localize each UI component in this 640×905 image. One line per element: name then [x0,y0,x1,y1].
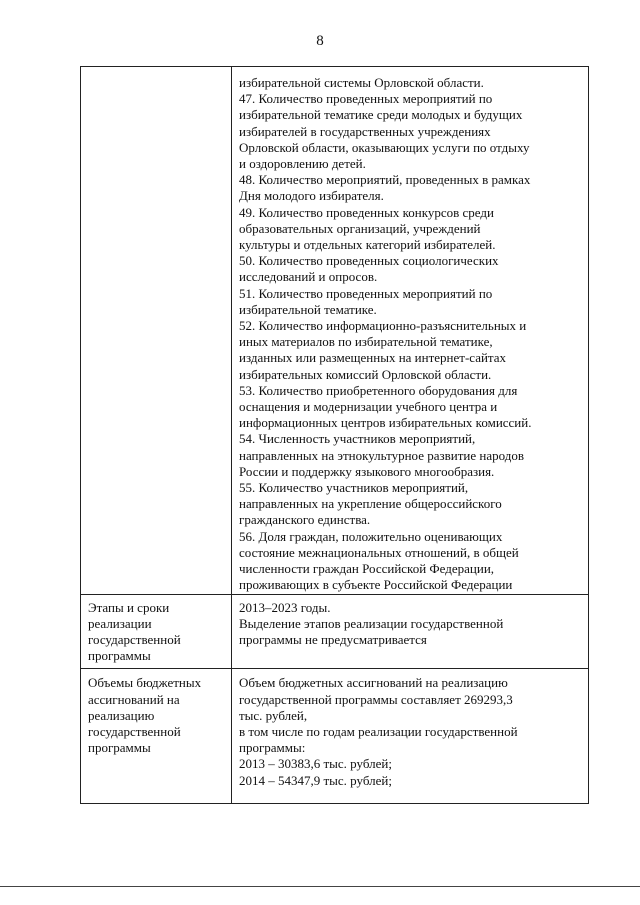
indicator-line: избирателей в государственных учреждениях [239,123,491,139]
budget-value-line: тыс. рублей, [239,707,308,723]
indicator-line: 47. Количество проведенных мероприятий по [239,91,493,107]
indicator-line: образовательных организаций, учреждений [239,220,481,236]
indicator-line: избирательной тематике. [239,301,377,317]
indicator-line: и оздоровлению детей. [239,156,366,172]
budget-value-line: государственной программы составляет 269293,3 [239,691,513,707]
indicator-line: избирательных комиссий Орловской области. [239,366,492,382]
indicator-line: изданных или размещенных на интернет-сайтах [239,350,507,366]
indicator-line: России и поддержку языкового многообразия. [239,463,495,479]
stages-label-line: государственной [88,631,181,647]
indicator-line: 52. Количество информационно-разъяснительных и [239,318,527,334]
budget-value-line: в том числе по годам реализации государственной [239,723,518,739]
indicator-line: избирательной тематике среди молодых и будущих [239,107,523,123]
stages-label-line: программы [88,648,151,664]
indicators-value-cell [232,67,589,595]
indicator-line: исследований и опросов. [239,269,378,285]
page-bottom-rule [0,886,640,887]
indicator-line: проживающих в субъекте Российской Федерации [239,577,513,593]
stages-value-cell [232,594,589,669]
indicator-line: 56. Доля граждан, положительно оценивающих [239,528,503,544]
budget-value-line: Объем бюджетных ассигнований на реализацию [239,675,508,691]
indicator-line: Дня молодого избирателя. [239,188,384,204]
page-number: 8 [316,33,324,49]
stages-value-line: программы не предусматривается [239,631,427,647]
budget-value-line: 2014 – 54347,9 тыс. рублей; [239,772,392,788]
stages-value-line: Выделение этапов реализации государственной [239,615,504,631]
budget-value-line: 2013 – 30383,6 тыс. рублей; [239,756,392,772]
indicator-line: иных материалов по избирательной тематике, [239,334,493,350]
indicator-line: численности граждан Российской Федерации, [239,561,495,577]
budget-label-cell [81,669,232,804]
budget-value-cell [232,669,589,804]
table-row-indicators [81,67,589,595]
indicator-line: 53. Количество приобретенного оборудования для [239,382,518,398]
indicator-line: 50. Количество проведенных социологических [239,253,499,269]
budget-label-line: реализацию [88,707,155,723]
stages-label-line: Этапы и сроки [88,599,170,615]
budget-value-line: программы: [239,740,306,756]
indicator-line: состояние межнациональных отношений, в общей [239,544,519,560]
indicator-line: оснащения и модернизации учебного центра и [239,399,498,415]
table-row-stages [81,594,589,669]
indicator-line: избирательной системы Орловской области. [239,75,484,90]
indicator-line: 54. Численность участников мероприятий, [239,431,476,447]
indicator-line: 49. Количество проведенных конкурсов среди [239,204,494,220]
indicator-line: 51. Количество проведенных мероприятий по [239,285,493,301]
indicator-line: культуры и отдельных категорий избирателей. [239,237,496,253]
budget-label-line: Объемы бюджетных [88,675,202,691]
budget-label-line: программы [88,740,151,756]
indicator-line: направленных на укрепление общероссийского [239,496,502,512]
indicator-line: Орловской области, оказывающих услуги по отдыху [239,139,530,155]
indicators-label-cell [81,67,232,595]
budget-label-line: государственной [88,723,181,739]
stages-value-line: 2013–2023 годы. [239,599,331,615]
indicator-line: гражданского единства. [239,512,371,528]
indicator-line: направленных на этнокультурное развитие народов [239,447,524,463]
indicator-line: 55. Количество участников мероприятий, [239,480,469,496]
stages-label-line: реализации [88,615,152,631]
table-row-budget [81,669,589,804]
stages-label-cell [81,594,232,669]
indicator-line: 48. Количество мероприятий, проведенных в рамках [239,172,531,188]
program-passport-table [80,66,589,804]
indicator-line: информационных центров избирательных комиссий. [239,415,532,431]
budget-label-line: ассигнований на [88,691,180,707]
